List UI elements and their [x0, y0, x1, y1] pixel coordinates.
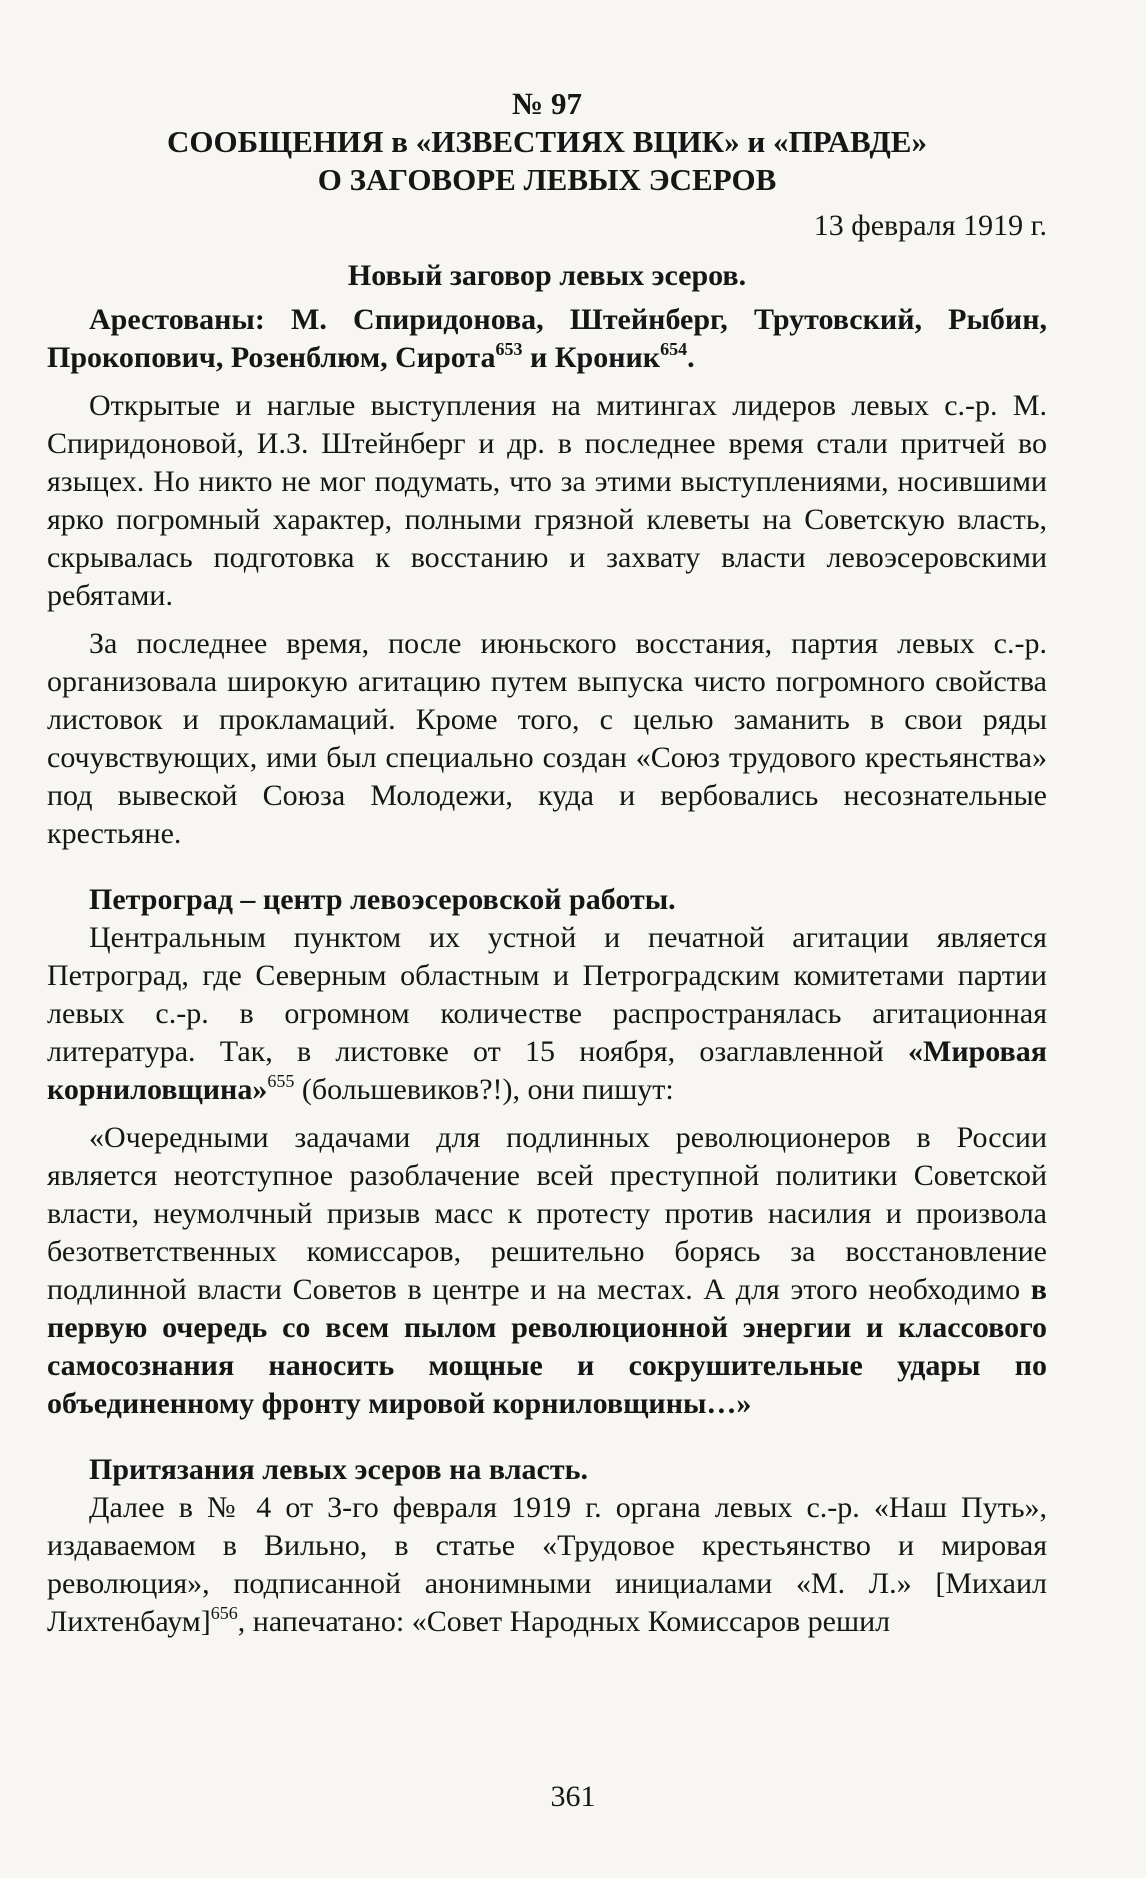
arrested-text: Арестованы: М. Спиридонова, Штейнберг, Трутовский, Рыбин, Прокопович, Розенблюм, Сирота	[47, 303, 1047, 374]
article-headline: Новый заговор левых эсеров.	[347, 259, 747, 292]
paragraph-4-text: Далее в № 4 от 3-го февраля 1919 г. органа левых с.-р. «Наш Путь», издаваемом в Вильно, в статье «Трудовое крестьянство и мировая революция», подписанной анонимными инициалами «М. Л.» [Михаил Лихтенбаум]	[47, 1491, 1047, 1638]
arrested-and: и Кроник	[522, 341, 661, 374]
arrested-end: .	[687, 341, 695, 374]
paragraph-4	[47, 1489, 1047, 1641]
footnote-653: 653	[495, 339, 523, 359]
paragraph-3-end: (большевиков?!), они пишут:	[294, 1073, 674, 1106]
section-heading-claims: Притязания левых эсеров на власть.	[89, 1453, 588, 1486]
document-number: № 97	[512, 86, 582, 121]
footnote-655: 655	[267, 1071, 295, 1091]
leaflet-title: «Мировая корниловщина»	[47, 1035, 1047, 1106]
paragraph-1: Открытые и наглые выступления на митингах лидеров левых с.-р. М. Спиридоновой, И.З. Штейнберг и др. в последнее время стали притчей во языцех. Но никто не мог подумать, что за этими выступлениями, носившими ярко погромный характер, полными грязной клеветы на Советскую власть, скрывалась подготовка к восстанию и захвату власти левоэсеровскими ребятами.	[47, 389, 1047, 612]
quote-paragraph	[47, 1119, 1047, 1423]
arrested-list	[47, 301, 1047, 377]
document-title-line-1: СООБЩЕНИЯ в «ИЗВЕСТИЯХ ВЦИК» и «ПРАВДЕ»	[167, 124, 927, 159]
paragraph-3-text: Центральным пунктом их устной и печатной агитации является Петроград, где Северным областным и Петроградским комитетами партии левых с.-р. в огромном количестве распространялась агитационная литература. Так, в листовке от 15 ноября, озаглавленной	[47, 921, 1047, 1068]
page-number: 361	[550, 1780, 596, 1813]
paragraph-2: За последнее время, после июньского восстания, партия левых с.-р. организовала широкую агитацию путем выпуска чисто погромного свойства листовок и прокламаций. Кроме того, с целью заманить в свои ряды сочувствующих, ими был специально создан «Союз трудового крестьянства» под вывеской Союза Молодежи, куда и вербовались несознательные крестьяне.	[47, 627, 1047, 850]
document-title	[47, 123, 1047, 199]
footnote-654: 654	[660, 339, 688, 359]
document-title-line-2: О ЗАГОВОРЕ ЛЕВЫХ ЭСЕРОВ	[317, 162, 777, 197]
quote-bold-text: в первую очередь со всем пылом революционной энергии и классового самосознания наносить мощные и сокрушительные удары по объединенному фронту мировой корниловщины…»	[47, 1273, 1047, 1420]
paragraph-3	[47, 919, 1047, 1109]
quote-text: «Очередными задачами для подлинных революционеров в России является неотступное разоблачение всей преступной политики Советской власти, неумолчный призыв масс к протесту против насилия и произвола безответственных комиссаров, решительно борясь за восстановление подлинной власти Советов в центре и на местах. А для этого необходимо	[47, 1121, 1047, 1306]
document-date: 13 февраля 1919 г.	[813, 209, 1047, 242]
footnote-656: 656	[210, 1603, 238, 1623]
paragraph-4-end: , напечатано: «Совет Народных Комиссаров решил	[237, 1605, 891, 1638]
page-content	[47, 85, 1047, 1641]
section-heading-petrograd: Петроград – центр левоэсеровской работы.	[89, 883, 676, 916]
